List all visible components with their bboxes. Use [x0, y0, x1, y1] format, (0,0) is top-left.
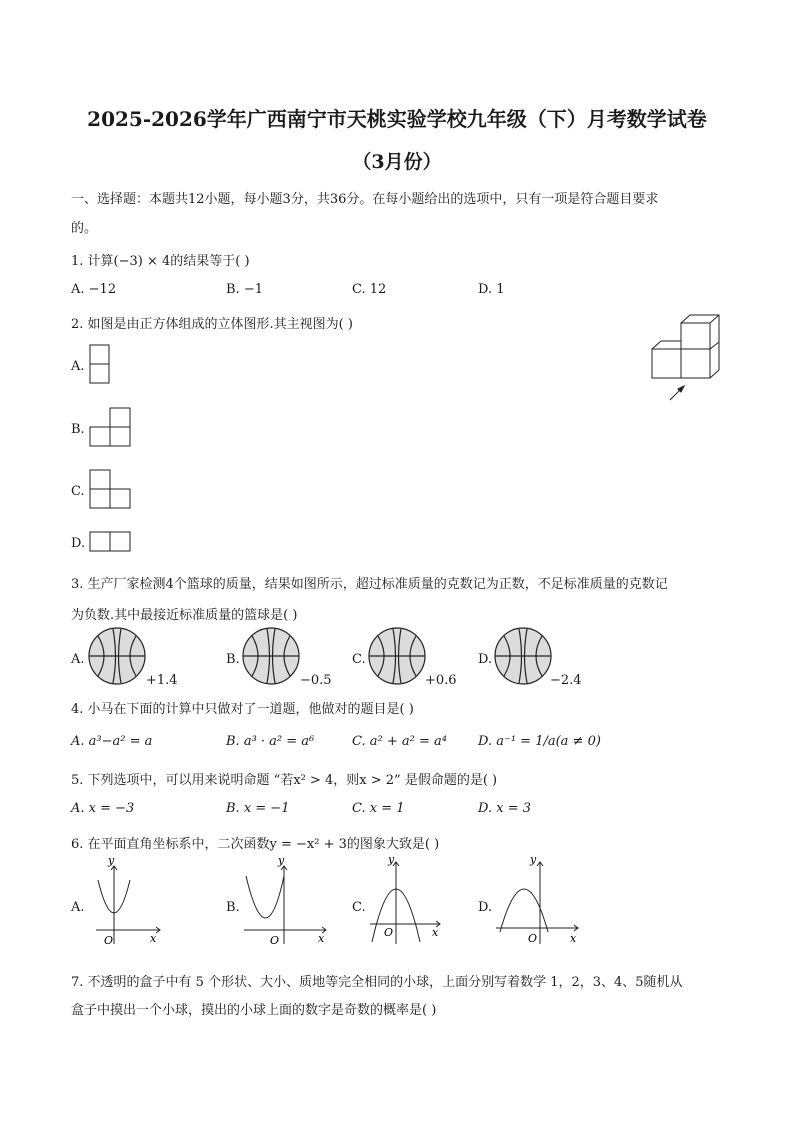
- question-6-label-b: B.: [226, 900, 240, 915]
- question-3-label-a: A.: [71, 652, 85, 667]
- question-1-option-b: B. −1: [226, 282, 263, 297]
- origin-label: O: [528, 932, 538, 945]
- front-view-option-d: [89, 531, 133, 554]
- question-4-option-c: C. a² + a² = a⁴: [352, 734, 447, 749]
- ball-value-b: −0.5: [300, 673, 332, 688]
- ball-value-c: +0.6: [425, 673, 457, 688]
- basketball-icon: [242, 627, 302, 687]
- question-4-stem: 4. 小马在下面的计算中只做对了一道题，他做对的题目是( ): [71, 702, 414, 717]
- question-4-option-a: A. a³−a² = a: [71, 734, 153, 749]
- axis-x-label: x: [432, 926, 439, 939]
- question-4-option-d: D. a⁻¹ = 1/a(a ≠ 0): [478, 734, 601, 749]
- basketball-icon: [494, 627, 554, 687]
- parabola-graph-c: [368, 853, 448, 948]
- question-5-option-c: C. x = 1: [352, 801, 405, 816]
- section-header-line1: 一、选择题：本题共12小题，每小题3分，共36分。在每小题给出的选项中，只有一项是符合题目要求: [71, 192, 659, 207]
- axis-y-label: y: [530, 853, 537, 866]
- question-2-label-d: D.: [71, 536, 86, 551]
- parabola-graph-b: [242, 854, 332, 948]
- question-1-stem: 1. 计算(−3) × 4的结果等于( ): [71, 254, 250, 269]
- question-5-option-a: A. x = −3: [71, 801, 135, 816]
- ball-value-a: +1.4: [146, 673, 178, 688]
- question-7-line1: 7. 不透明的盒子中有 5 个形状、大小、质地等完全相同的小球，上面分别写着数学 1，2，3、4、5随机从: [71, 975, 683, 990]
- axis-x-label: x: [150, 932, 157, 945]
- origin-label: O: [270, 934, 280, 947]
- ball-value-d: −2.4: [550, 673, 582, 688]
- question-2-label-b: B.: [71, 422, 85, 437]
- question-5-option-b: B. x = −1: [226, 801, 290, 816]
- question-1-option-a: A. −12: [71, 282, 117, 297]
- question-6-label-a: A.: [71, 900, 85, 915]
- origin-label: O: [384, 926, 394, 939]
- question-5-stem: 5. 下列选项中，可以用来说明命题 “若x² > 4，则x > 2” 是假命题的是( ): [71, 773, 498, 788]
- axis-x-label: x: [570, 932, 577, 945]
- question-3-label-b: B.: [226, 652, 240, 667]
- question-6-label-c: C.: [352, 900, 366, 915]
- front-view-option-a: [89, 344, 111, 386]
- question-6-stem: 6. 在平面直角坐标系中，二次函数y = −x² + 3的图象大致是( ): [71, 837, 440, 852]
- question-1-option-c: C. 12: [352, 282, 387, 297]
- front-view-option-b: [89, 407, 133, 449]
- basketball-icon: [368, 627, 428, 687]
- axis-y-label: y: [388, 853, 395, 866]
- question-6-label-d: D.: [478, 900, 493, 915]
- question-7-line2: 盒子中摸出一个小球，摸出的小球上面的数字是奇数的概率是( ): [71, 1003, 437, 1018]
- question-2-label-a: A.: [71, 359, 85, 374]
- axis-x-label: x: [318, 932, 325, 945]
- front-view-option-c: [89, 469, 133, 511]
- question-3-line1: 3. 生产厂家检测4个篮球的质量，结果如图所示，超过标准质量的克数记为正数，不足标准质量的克数记: [71, 577, 668, 592]
- basketball-icon: [88, 627, 148, 687]
- axis-y-label: y: [278, 854, 285, 867]
- parabola-graph-a: [94, 854, 164, 948]
- question-3-label-d: D.: [478, 652, 493, 667]
- parabola-graph-d: [494, 853, 586, 948]
- question-2-stem: 2. 如图是由正方体组成的立体图形.其主视图为( ): [71, 317, 353, 332]
- question-3-line2: 为负数.其中最接近标准质量的篮球是( ): [71, 608, 298, 623]
- question-5-option-d: D. x = 3: [478, 801, 531, 816]
- question-3-label-c: C.: [352, 652, 366, 667]
- section-header-line2: 的。: [71, 221, 98, 236]
- cube-stack-figure: [648, 312, 724, 404]
- question-1-option-d: D. 1: [478, 282, 505, 297]
- question-4-option-b: B. a³ · a² = a⁶: [226, 734, 315, 749]
- exam-title: 2025-2026学年广西南宁市天桃实验学校九年级（下）月考数学试卷: [87, 107, 707, 131]
- question-2-label-c: C.: [71, 484, 85, 499]
- exam-subtitle: （3月份）: [352, 151, 442, 173]
- axis-y-label: y: [108, 854, 115, 867]
- origin-label: O: [104, 934, 114, 947]
